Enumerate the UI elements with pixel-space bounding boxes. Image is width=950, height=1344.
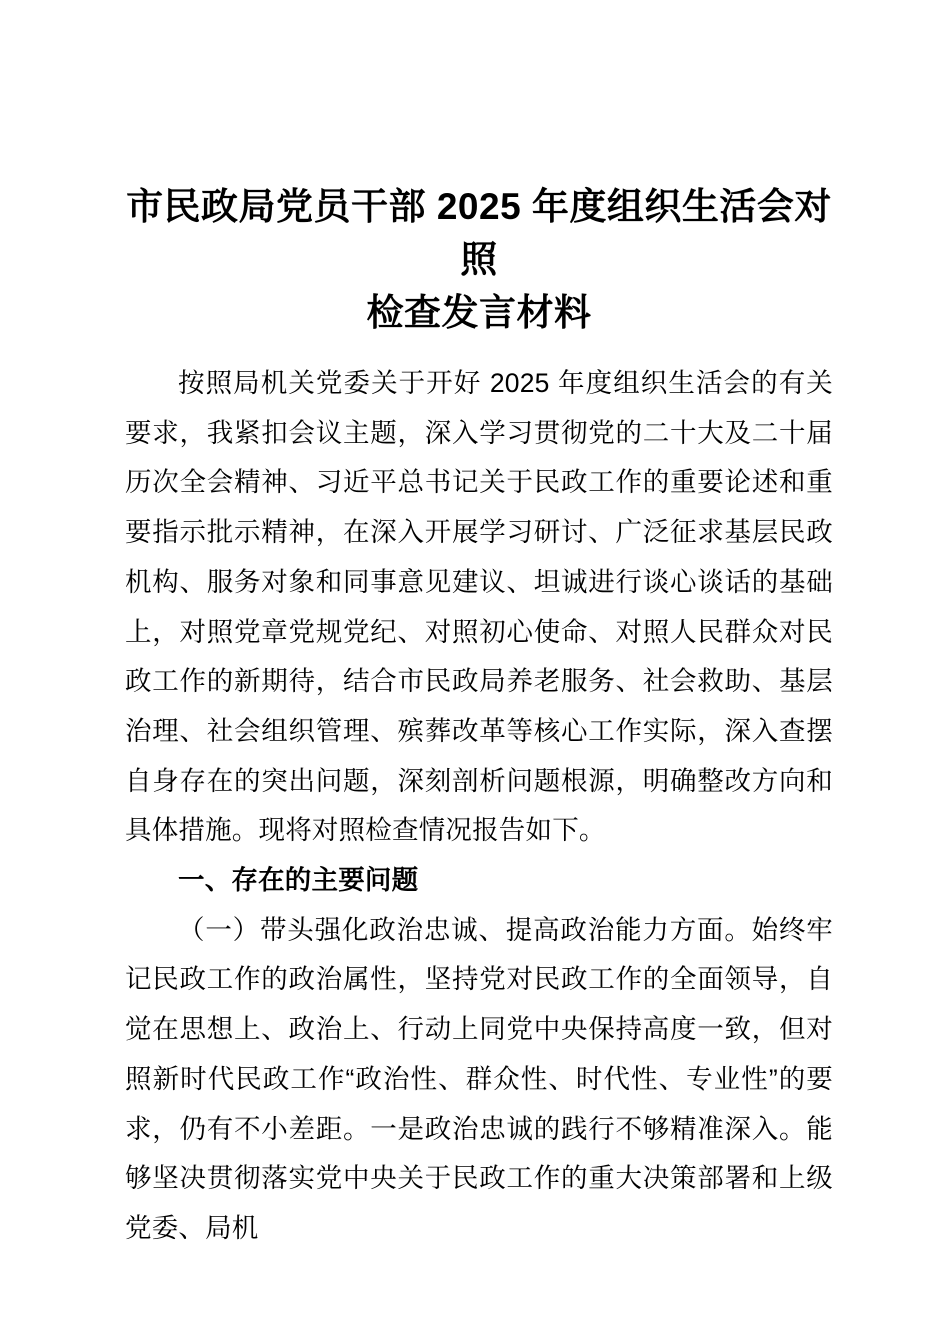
document-title-line-1: 市民政局党员干部 2025 年度组织生活会对照	[126, 186, 832, 280]
document-title	[125, 180, 833, 339]
document-content	[125, 180, 833, 1254]
paragraph-section-1: （一）带头强化政治忠诚、提高政治能力方面。始终牢记民政工作的政治属性，坚持党对民政工作的全面领导，自觉在思想上、政治上、行动上同党中央保持高度一致，但对照新时代民政工作“政治性、群众性、时代性、专业性”的要求，仍有不小差距。一是政治忠诚的践行不够精准深入。能够坚决贯彻落实党中央关于民政工作的重大决策部署和上级党委、局机	[125, 914, 833, 1243]
section-heading-main-problems: 一、存在的主要问题	[178, 865, 419, 896]
paragraph-intro: 按照局机关党委关于开好 2025 年度组织生活会的有关要求，我紧扣会议主题，深入学习贯彻党的二十大及二十届历次全会精神、习近平总书记关于民政工作的重要论述和重要指示批示精神，在深入开展学习研讨、广泛征求基层民政机构、服务对象和同事意见建议、坦诚进行谈心谈话的基础上，对照党章党规党纪、对照初心使命、对照人民群众对民政工作的新期待，结合市民政局养老服务、社会救助、基层治理、社会组织管理、殡葬改革等核心工作实际，深入查摆自身存在的突出问题，深刻剖析问题根源，明确整改方向和具体措施。现将对照检查情况报告如下。	[125, 368, 833, 846]
document-title-line-2: 检查发言材料	[366, 292, 592, 333]
